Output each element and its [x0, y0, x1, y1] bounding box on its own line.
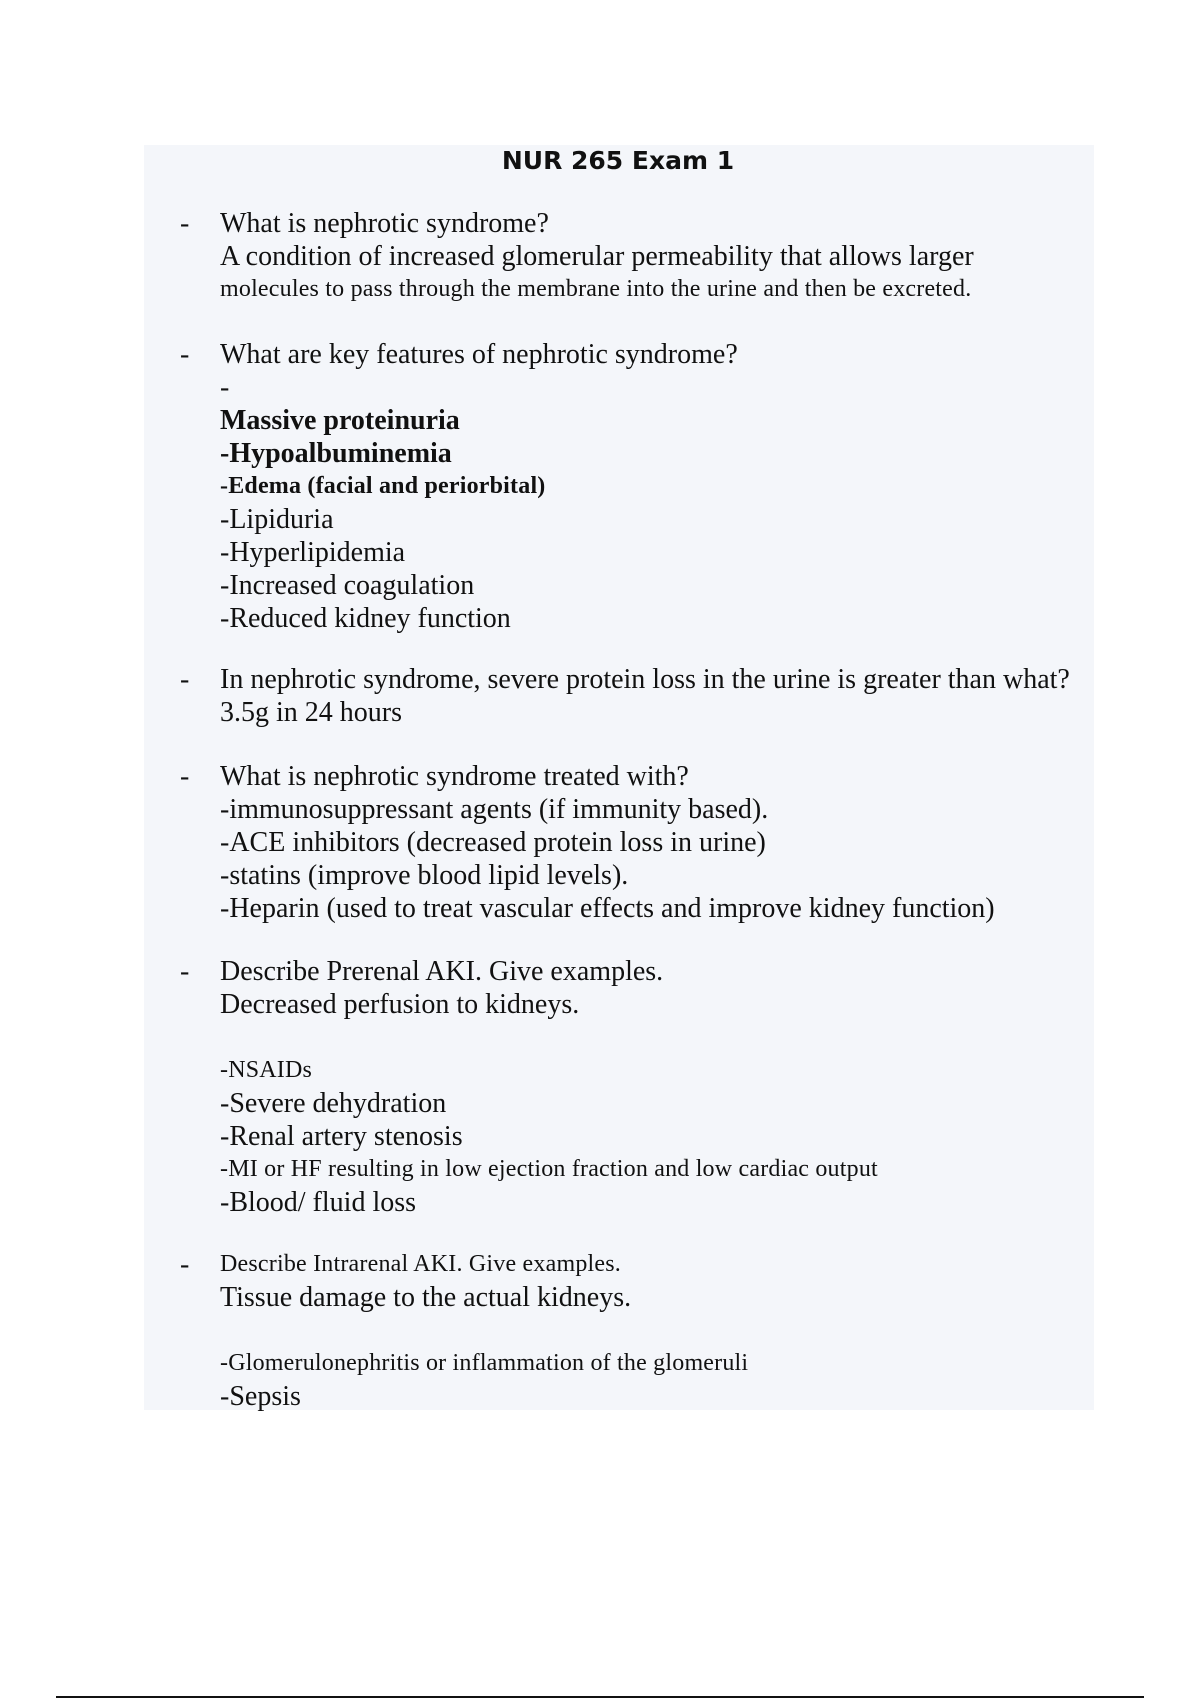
bullet-dash: -	[180, 956, 190, 987]
question-row	[180, 338, 1100, 371]
question-text: What are key features of nephrotic syndrome?	[220, 339, 738, 370]
answer-block	[220, 988, 1100, 1219]
answer-line: -Heparin (used to treat vascular effects and improve kidney function)	[220, 893, 995, 924]
answer-line: -Blood/ fluid loss	[220, 1187, 417, 1218]
answer-line: -MI or HF resulting in low ejection fraction and low cardiac output	[220, 1156, 878, 1182]
document-title: NUR 265 Exam 1	[501, 146, 735, 175]
answer-block	[220, 371, 1100, 635]
answer-line: -	[220, 372, 230, 403]
answer-line: -Increased coagulation	[220, 570, 475, 601]
bullet-dash: -	[180, 664, 190, 695]
question-text: What is nephrotic syndrome?	[220, 208, 549, 239]
answer-spacer	[220, 1314, 1100, 1347]
question-text: Describe Prerenal AKI. Give examples.	[220, 956, 664, 987]
qa-item	[180, 663, 1100, 729]
qa-item	[180, 207, 1100, 306]
answer-line: -immunosuppressant agents (if immunity based).	[220, 794, 769, 825]
answer-line: -Hyperlipidemia	[220, 537, 406, 568]
answer-line: -Reduced kidney function	[220, 603, 511, 634]
bullet-dash: -	[180, 761, 190, 792]
question-text: In nephrotic syndrome, severe protein loss in the urine is greater than what?	[220, 664, 1070, 695]
qa-item	[180, 1248, 1100, 1413]
answer-line: -Glomerulonephritis or inflammation of the glomeruli	[220, 1350, 749, 1376]
answer-block	[220, 1281, 1100, 1413]
answer-line: Tissue damage to the actual kidneys.	[220, 1282, 632, 1313]
question-row	[180, 955, 1100, 988]
answer-line: -Severe dehydration	[220, 1088, 447, 1119]
question-row	[180, 663, 1100, 696]
answer-line: -ACE inhibitors (decreased protein loss in urine)	[220, 827, 766, 858]
question-row	[180, 1248, 1100, 1281]
answer-line: A condition of increased glomerular permeability that allows larger	[220, 241, 974, 272]
qa-item	[180, 760, 1100, 925]
question-row	[180, 207, 1100, 240]
bullet-dash: -	[180, 339, 190, 370]
question-text: What is nephrotic syndrome treated with?	[220, 761, 689, 792]
bullet-dash: -	[180, 208, 190, 239]
answer-line: 3.5g in 24 hours	[220, 697, 402, 728]
qa-item	[180, 955, 1100, 1219]
answer-spacer	[220, 1021, 1100, 1054]
answer-line: -Renal artery stenosis	[220, 1121, 463, 1152]
answer-line: -Edema (facial and periorbital)	[220, 473, 546, 499]
answer-line: molecules to pass through the membrane into the urine and then be excreted.	[220, 276, 972, 302]
question-row	[180, 760, 1100, 793]
answer-line: -Lipiduria	[220, 504, 334, 535]
question-text: Describe Intrarenal AKI. Give examples.	[220, 1251, 621, 1277]
footer-divider	[56, 1696, 1144, 1698]
answer-line: -Sepsis	[220, 1381, 301, 1412]
answer-block	[220, 793, 1100, 925]
answer-line: Decreased perfusion to kidneys.	[220, 989, 580, 1020]
qa-item	[180, 338, 1100, 635]
bullet-dash: -	[180, 1249, 190, 1280]
answer-block	[220, 240, 1100, 306]
answer-line: -Hypoalbuminemia	[220, 438, 452, 469]
answer-line: -NSAIDs	[220, 1057, 313, 1083]
answer-line: Massive proteinuria	[220, 405, 460, 436]
answer-block	[220, 696, 1100, 729]
answer-line: -statins (improve blood lipid levels).	[220, 860, 629, 891]
